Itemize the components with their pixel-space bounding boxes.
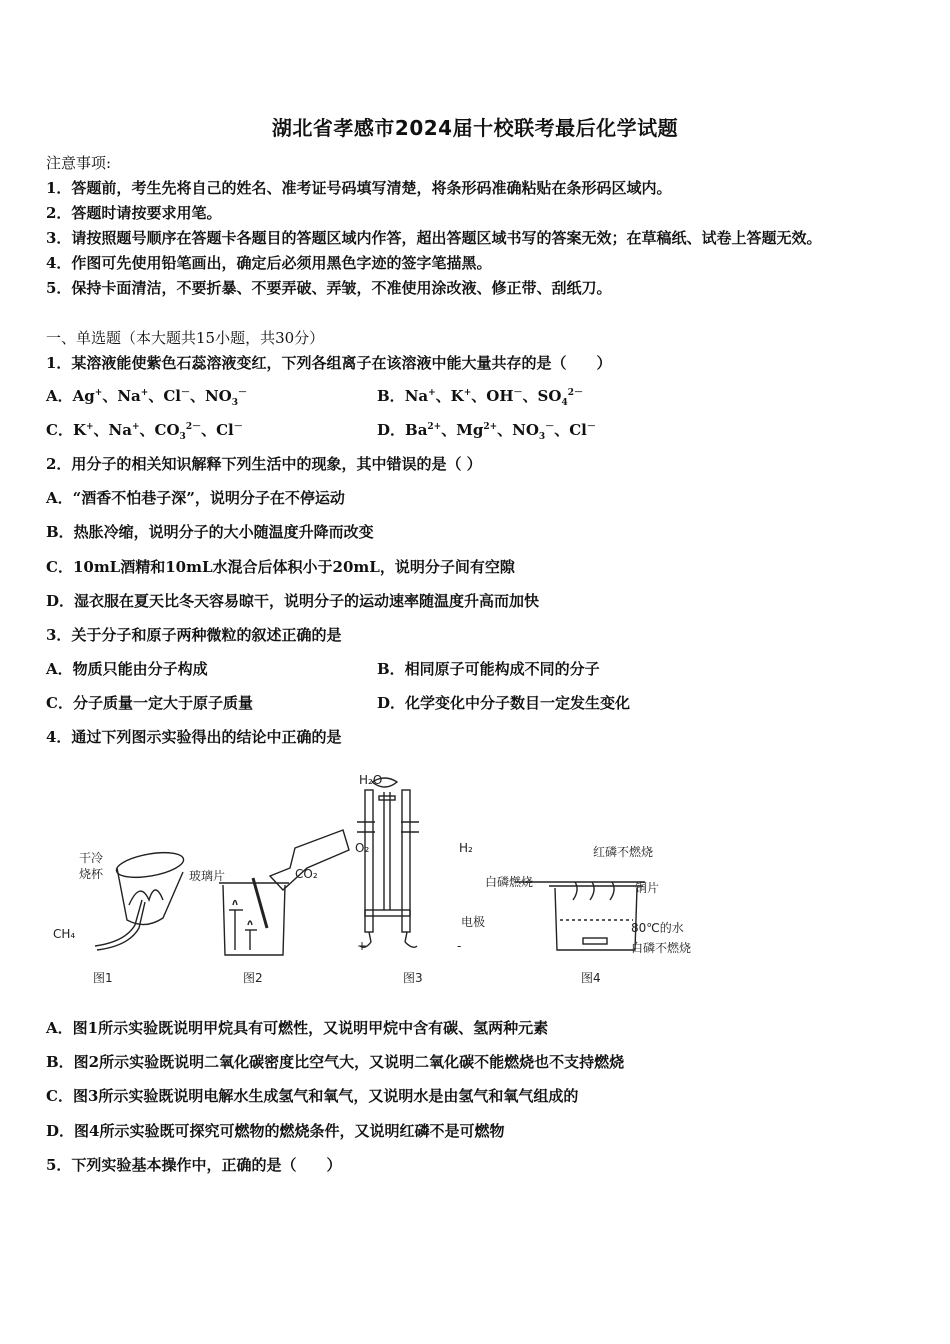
q3-option-d: D．化学变化中分子数目一定发生变化	[377, 694, 631, 712]
notice-item: 5．保持卡面清洁，不要折暴、不要弄破、弄皱，不准使用涂改液、修正带、刮纸刀。	[46, 279, 612, 297]
label-white-phosphorus-burning: 白磷燃烧	[485, 875, 534, 889]
q3-option-a: A．物质只能由分子构成	[46, 660, 208, 678]
notice-heading: 注意事项:	[46, 154, 112, 172]
q3-option-b: B．相同原子可能构成不同的分子	[377, 660, 600, 678]
q4-option-a: A．图1所示实验既说明甲烷具有可燃性，又说明甲烷中含有碳、氢两种元素	[46, 1019, 549, 1037]
page-title: 湖北省孝感市2024届十校联考最后化学试题	[271, 116, 679, 140]
notice-item: 3．请按照题号顺序在答题卡各题目的答题区域内作答，超出答题区域书写的答案无效；在草稿纸、试卷上答题无效。	[46, 229, 822, 247]
section-heading: 一、单选题（本大题共15小题，共30分）	[46, 329, 325, 347]
q4-option-c: C．图3所示实验既说明电解水生成氢气和氧气，又说明水是由氢气和氧气组成的	[46, 1087, 579, 1105]
notice-item: 2．答题时请按要求用笔。	[46, 204, 222, 222]
label-red-phosphorus: 红磷不燃烧	[593, 845, 654, 859]
question-3-stem: 3．关于分子和原子两种微粒的叙述正确的是	[46, 626, 342, 644]
label-dry-cold: 干冷	[79, 851, 104, 865]
label-electrode: 电极	[461, 915, 486, 929]
q2-option-b: B．热胀冷缩，说明分子的大小随温度升降而改变	[46, 523, 374, 541]
q1-option-a: A．Ag+、Na+、Cl－、$NO_3^-$	[46, 387, 248, 408]
figure-1-beaker	[95, 848, 185, 950]
notice-item: 1．答题前，考生先将自己的姓名、准考证号码填写清楚，将条形码准确粘贴在条形码区域内。	[46, 179, 672, 197]
label-copper: 铜片	[635, 881, 660, 895]
question-2-stem: 2．用分子的相关知识解释下列生活中的现象，其中错误的是（ ）	[46, 455, 482, 473]
experiment-figures	[45, 760, 725, 1000]
notice-item: 4．作图可先使用铅笔画出，确定后必须用黑色字迹的签字笔描黑。	[46, 254, 492, 272]
label-ch4: CH₄	[53, 927, 76, 941]
figure-2-beaker	[219, 830, 349, 955]
label-minus: -	[457, 939, 462, 953]
label-beaker: 烧杯	[79, 867, 104, 881]
q4-option-d: D．图4所示实验既可探究可燃物的燃烧条件，又说明红磷不是可燃物	[46, 1122, 505, 1140]
label-glass-plate: 玻璃片	[189, 869, 226, 883]
q2-option-d: D．湿衣服在夏天比冬天容易晾干，说明分子的运动速率随温度升高而加快	[46, 592, 540, 610]
q1-option-c: C．K+、Na+、$CO_3^{2-}$、Cl－	[46, 421, 243, 442]
figure-2-label: 图2	[243, 971, 263, 985]
figure-4-label: 图4	[581, 971, 601, 985]
label-h2o: H₂O	[359, 773, 383, 787]
figure-4-beaker	[515, 882, 645, 950]
q1-option-d: D．$Ba^{2+}$、$Mg^{2+}$、$NO_3^-$、Cl－	[377, 421, 596, 442]
question-4-stem: 4．通过下列图示实验得出的结论中正确的是	[46, 728, 342, 746]
label-co2: CO₂	[295, 867, 318, 881]
label-plus: +	[357, 939, 368, 953]
q4-option-b: B．图2所示实验既说明二氧化碳密度比空气大，又说明二氧化碳不能燃烧也不支持燃烧	[46, 1053, 625, 1071]
q2-option-a: A．“酒香不怕巷子深”，说明分子在不停运动	[46, 489, 345, 507]
q2-option-c: C．10mL酒精和10mL水混合后体积小于20mL，说明分子间有空隙	[46, 558, 515, 576]
label-white-phosphorus-not-burning: 白磷不燃烧	[631, 941, 692, 955]
figure-3-label: 图3	[403, 971, 423, 985]
figure-3-electrolysis	[357, 778, 419, 947]
label-o2: O₂	[355, 841, 370, 855]
q1-option-b: B．Na+、K+、OH－、$SO_4^{2-}$	[377, 387, 583, 408]
q3-option-c: C．分子质量一定大于原子质量	[46, 694, 253, 712]
figure-1-label: 图1	[93, 971, 113, 985]
label-h2: H₂	[459, 841, 473, 855]
question-5-stem: 5．下列实验基本操作中，正确的是（ ）	[46, 1156, 342, 1174]
label-hot-water: 80℃的水	[631, 921, 684, 935]
question-1-stem: 1．某溶液能使紫色石蕊溶液变红，下列各组离子在该溶液中能大量共存的是（ ）	[46, 354, 612, 372]
